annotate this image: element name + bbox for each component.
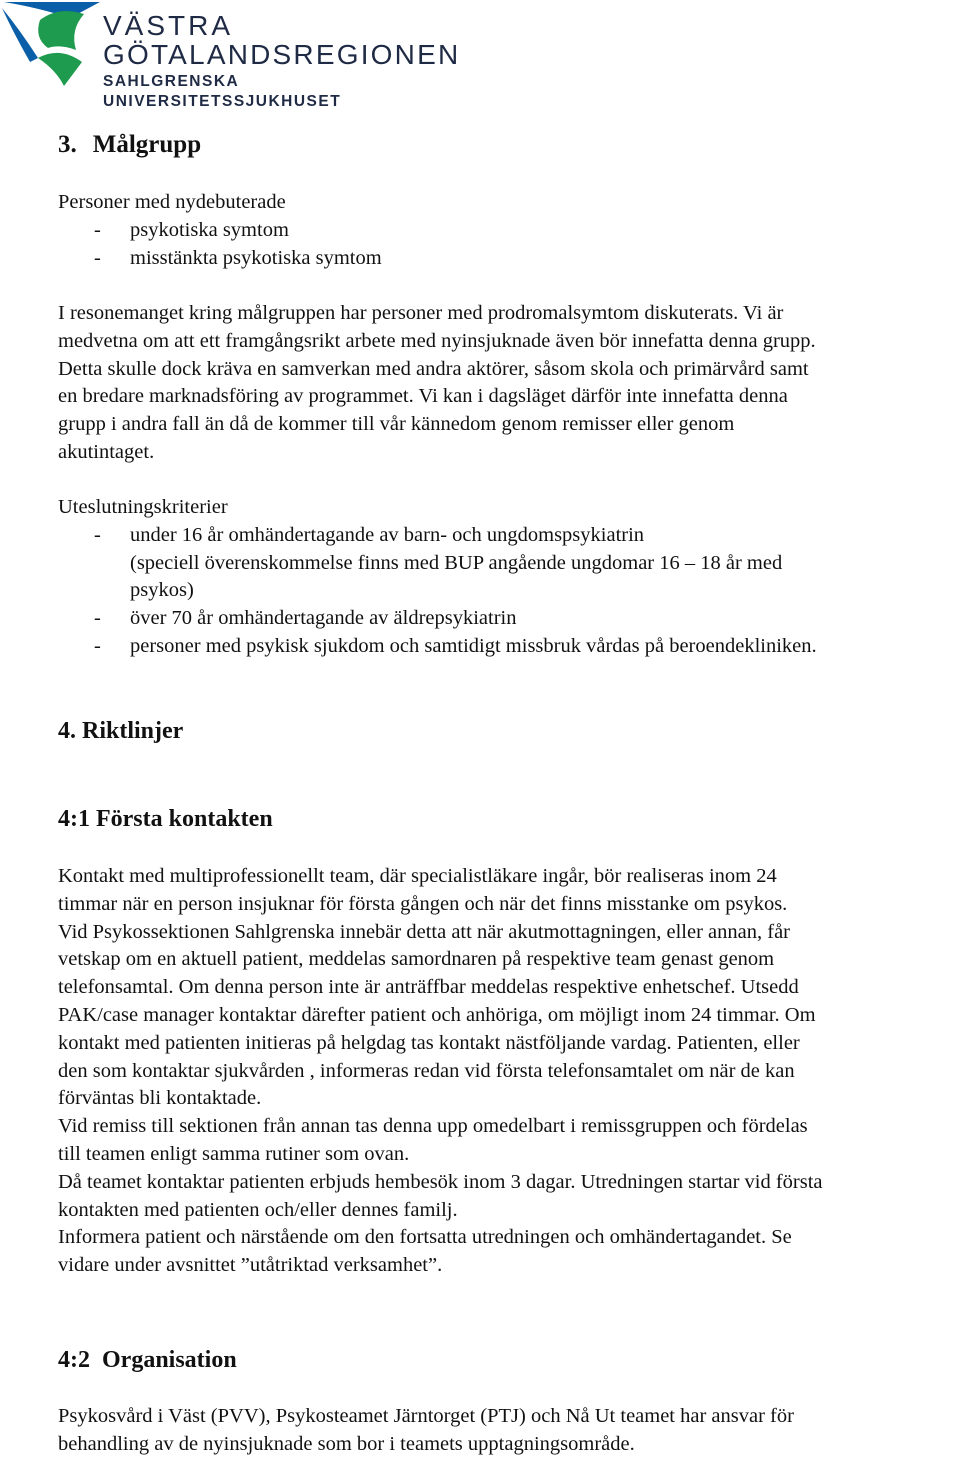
list-item: - psykotiska symtom xyxy=(94,218,289,241)
paragraph-line: Då teamet kontaktar patienten erbjuds hembesök inom 3 dagar. Utredningen startar vid första xyxy=(58,1170,823,1193)
paragraph-line: till teamen enligt samma rutiner som ovan. xyxy=(58,1142,410,1165)
intro-text: Personer med nydebuterade xyxy=(58,191,286,213)
paragraph-line: Informera patient och närstående om den fortsatta utredningen och omhändertagandet. Se xyxy=(58,1226,792,1249)
section-3-heading xyxy=(58,130,958,160)
paragraph-line: I resonemanget kring målgruppen har personer med prodromalsymtom diskuterats. Vi är xyxy=(58,302,784,324)
target-group-list xyxy=(58,217,958,273)
exclusion-list xyxy=(58,522,958,661)
logo-line-1: VÄSTRA xyxy=(103,10,234,41)
section-4-heading xyxy=(58,716,958,746)
paragraph-line: PAK/case manager kontaktar därefter patient och anhöriga, om möjligt inom 24 timmar. Om xyxy=(58,1003,816,1026)
subsection-title: 4:1 Första kontakten xyxy=(58,806,273,832)
section-number: 3. xyxy=(58,131,77,158)
paragraph-line: Detta skulle dock kräva en samverkan med andra aktörer, såsom skola och primärvård samt xyxy=(58,357,809,380)
paragraph-line: vidare under avsnittet ”utåtriktad verksamhet”. xyxy=(58,1254,443,1277)
first-contact-text xyxy=(58,863,958,1280)
paragraph-line: medvetna om att ett framgångsrikt arbete med nyinsjuknade även bör innefatta denna grupp. xyxy=(58,329,816,352)
organisation-text xyxy=(58,1403,958,1459)
list-item: - personer med psykisk sjukdom och samtidigt missbruk vårdas på beroendekliniken. xyxy=(94,634,817,657)
target-group-intro xyxy=(58,189,958,272)
subsection-title: 4:2 Organisation xyxy=(58,1347,237,1373)
list-item: - under 16 år omhändertagande av barn- och ungdomspsykiatrin (speciell överenskommelse finns med BUP angående ungdomar 16 – 18 år med psykos) xyxy=(94,523,783,602)
section-title: Riktlinjer xyxy=(82,718,184,744)
paragraph-line: förväntas bli kontaktade. xyxy=(58,1087,262,1110)
logo-line-2: GÖTALANDSREGIONEN xyxy=(103,39,461,70)
region-emblem-icon xyxy=(0,0,104,92)
paragraph-line: timmar när en person insjuknar för första gången och när det finns misstanke om psykos. xyxy=(58,892,788,915)
paragraph-line: Vid Psykossektionen Sahlgrenska innebär detta att när akutmottagningen, eller annan, får xyxy=(58,920,791,943)
paragraph-line: Psykosvård i Väst (PVV), Psykosteamet Järntorget (PTJ) och Nå Ut teamet har ansvar för xyxy=(58,1405,794,1427)
paragraph-line: telefonsamtal. Om denna person inte är anträffbar meddelas respektive enhetschef. Utsedd xyxy=(58,976,799,999)
subsection-4-2-heading xyxy=(58,1345,958,1375)
logo-line-3: SAHLGRENSKA UNIVERSITETSSJUKHUSET xyxy=(103,73,342,110)
paragraph-line: behandling av de nyinsjuknade som bor i teamets upptagningsområde. xyxy=(58,1432,635,1455)
list-item: - misstänkta psykotiska symtom xyxy=(94,246,382,269)
paragraph-line: Vid remiss till sektionen från annan tas denna upp omedelbart i remissgruppen och fördelas xyxy=(58,1115,808,1138)
target-group-paragraph xyxy=(58,300,958,467)
paragraph-line: kontakten med patienten och/eller dennes familj. xyxy=(58,1198,458,1221)
paragraph-line: akutintaget. xyxy=(58,440,155,463)
region-logo xyxy=(0,0,480,110)
exclusion-heading: Uteslutningskriterier xyxy=(58,496,228,518)
subsection-4-1-heading xyxy=(58,804,958,834)
paragraph-line: vetskap om en aktuell patient, meddelas samordnaren på respektive team genast genom xyxy=(58,948,775,971)
paragraph-line: den som kontaktar sjukvården , informeras redan vid första telefonsamtalet om när de kan xyxy=(58,1059,795,1082)
paragraph-line: Kontakt med multiprofessionellt team, där specialistläkare ingår, bör realiseras inom 24 xyxy=(58,865,777,887)
section-number: 4. xyxy=(58,718,76,744)
list-item: - över 70 år omhändertagande av äldrepsykiatrin xyxy=(94,607,517,630)
section-title: Målgrupp xyxy=(92,131,202,158)
paragraph-line: kontakt med patienten initieras på helgdag tas kontakt nästföljande vardag. Patienten, eller xyxy=(58,1031,800,1054)
paragraph-line: grupp i andra fall än då de kommer till vår kännedom genom remisser eller genom xyxy=(58,413,735,436)
exclusion-criteria xyxy=(58,494,958,661)
paragraph-line: en bredare marknadsföring av programmet. Vi kan i dagsläget därför inte innefatta denna xyxy=(58,385,788,408)
